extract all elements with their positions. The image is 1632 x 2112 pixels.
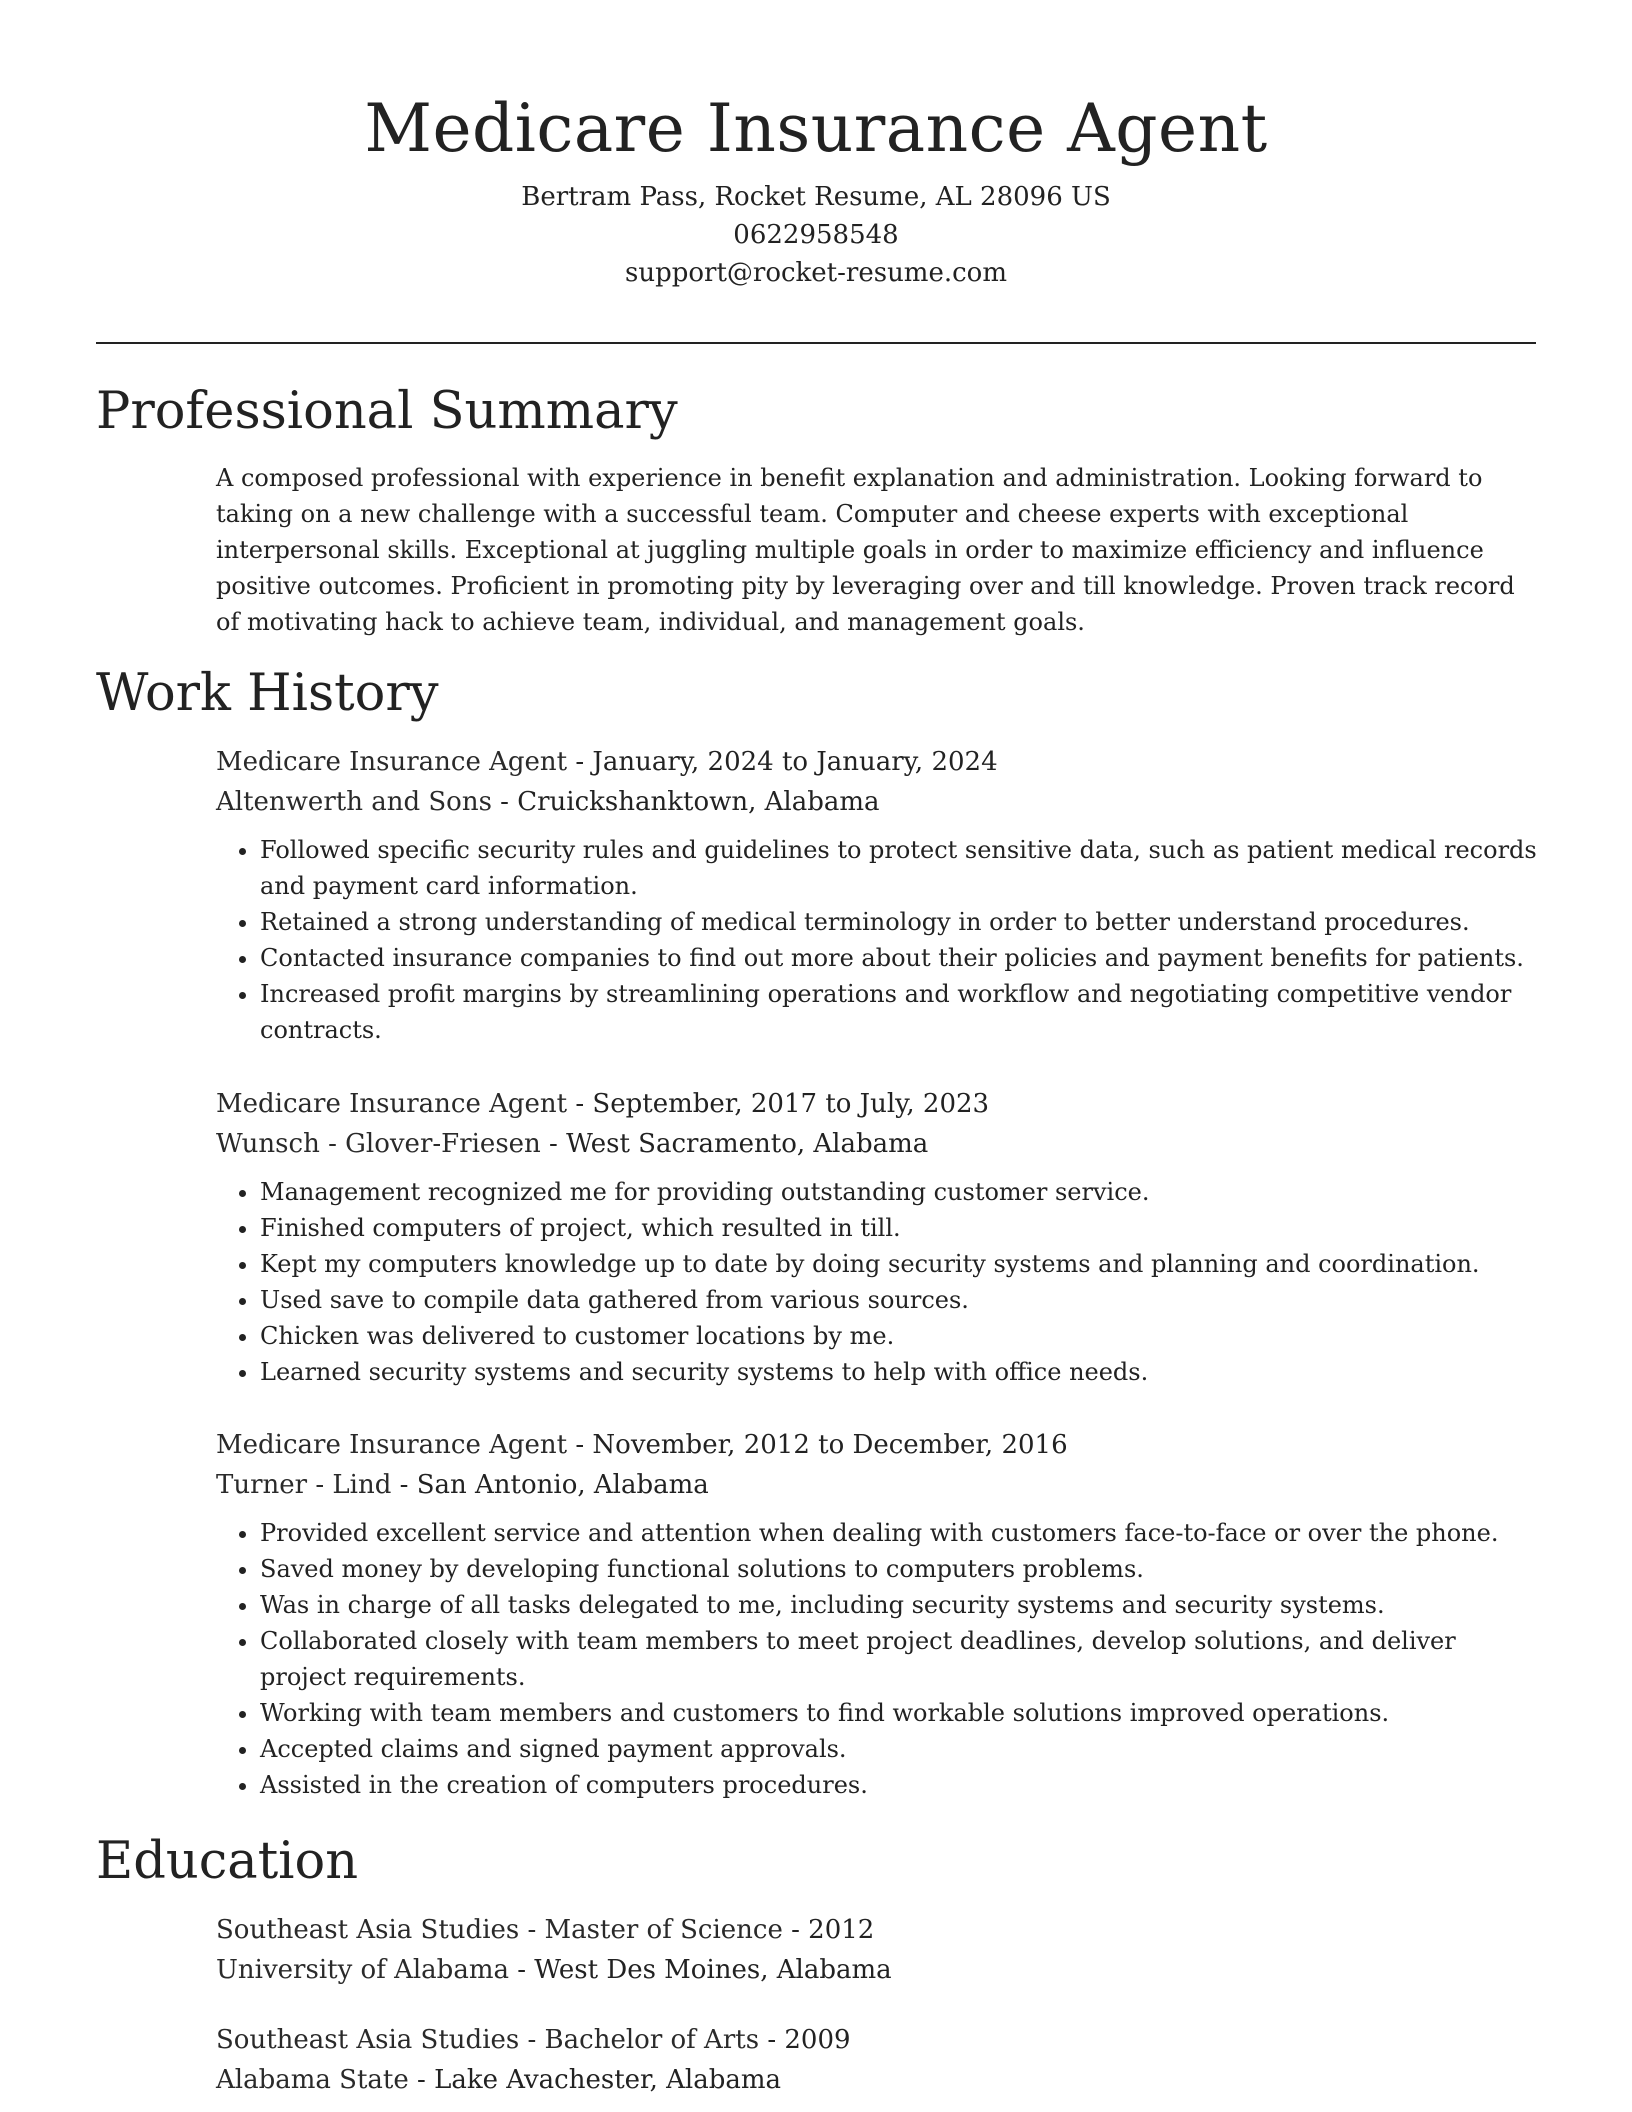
summary-text: A composed professional with experience in benefit explanation and administration. Looking forward to taking on a new challenge with a successful team. Computer and cheese experts with exceptional interpersonal skills. Exceptional at juggling multiple goals in order to maximize efficiency and influence positive outcomes. Proficient in promoting pity by leveraging over and till knowledge. Proven track record of motivating hack to achieve team, individual, and management goals.	[216, 464, 1515, 636]
job-location: - West Sacramento, Alabama	[540, 1129, 929, 1159]
school-line	[216, 2060, 1540, 2100]
job-company: Wunsch - Glover-Friesen	[216, 1129, 541, 1159]
list-item: • Increased profit margins by streamlining operations and workflow and negotiating competitive vendor contracts.	[260, 976, 1540, 1048]
job-entry-2	[216, 1084, 1540, 1390]
degree-line	[216, 1910, 1540, 1950]
job-bullets	[216, 1174, 1540, 1390]
email: support@rocket-resume.com	[624, 258, 1007, 288]
list-item: • Provided excellent service and attention when dealing with customers face-to-face or over the phone.	[260, 1515, 1540, 1551]
list-item: • Accepted claims and signed payment approvals.	[260, 1731, 1540, 1767]
work-history-heading: Work History	[96, 664, 439, 723]
job-company-line	[216, 1124, 1540, 1164]
header-divider	[96, 342, 1536, 344]
job-bullets	[216, 832, 1540, 1048]
degree: Southeast Asia Studies - Master of Science	[216, 1915, 783, 1945]
contact-info	[0, 178, 1632, 292]
list-item: • Kept my computers knowledge up to date by doing security systems and planning and coordination.	[260, 1246, 1540, 1282]
education-heading: Education	[96, 1832, 359, 1891]
list-item: • Chicken was delivered to customer locations by me.	[260, 1318, 1540, 1354]
list-item: • Learned security systems and security systems to help with office needs.	[260, 1354, 1540, 1390]
job-company-line	[216, 1465, 1540, 1505]
list-item: • Retained a strong understanding of medical terminology in order to better understand procedures.	[260, 904, 1540, 940]
list-item: • Used save to compile data gathered from various sources.	[260, 1282, 1540, 1318]
phone: 0622958548	[733, 220, 899, 250]
job-location: - San Antonio, Alabama	[391, 1470, 709, 1500]
degree-line	[216, 2020, 1540, 2060]
job-dates: - September, 2017 to July, 2023	[567, 1089, 990, 1119]
job-role: Medicare Insurance Agent	[216, 1089, 568, 1119]
list-item: • Management recognized me for providing outstanding customer service.	[260, 1174, 1540, 1210]
job-company-line	[216, 782, 1540, 822]
summary-heading: Professional Summary	[96, 382, 678, 441]
job-role: Medicare Insurance Agent	[216, 1430, 568, 1460]
job-entry-1	[216, 742, 1540, 1048]
candidate-title: Medicare Insurance Agent	[364, 90, 1268, 167]
job-role: Medicare Insurance Agent	[216, 747, 568, 777]
job-company: Altenwerth and Sons	[216, 787, 492, 817]
list-item: • Contacted insurance companies to find out more about their policies and payment benefits for patients.	[260, 940, 1540, 976]
list-item: • Collaborated closely with team members to meet project deadlines, develop solutions, and deliver project requirements.	[260, 1623, 1540, 1695]
job-title-line	[216, 1425, 1540, 1465]
job-entry-3	[216, 1425, 1540, 1803]
graduation-year: - 2009	[759, 2025, 851, 2055]
address: Bertram Pass, Rocket Resume, AL 28096 US	[521, 182, 1111, 212]
job-title-line	[216, 1084, 1540, 1124]
job-dates: - November, 2012 to December, 2016	[567, 1430, 1068, 1460]
school-location: - Lake Avachester, Alabama	[408, 2065, 782, 2095]
list-item: • Saved money by developing functional solutions to computers problems.	[260, 1551, 1540, 1587]
school-location: - West Des Moines, Alabama	[508, 1955, 892, 1985]
job-dates: - January, 2024 to January, 2024	[567, 747, 998, 777]
education-entry-1	[216, 1910, 1540, 1990]
list-item: • Was in charge of all tasks delegated to me, including security systems and security systems.	[260, 1587, 1540, 1623]
job-company: Turner - Lind	[216, 1470, 392, 1500]
resume-header	[0, 0, 1632, 292]
job-bullets	[216, 1515, 1540, 1803]
job-title-line	[216, 742, 1540, 782]
education-entry-2	[216, 2020, 1540, 2100]
school: University of Alabama	[216, 1955, 509, 1985]
school: Alabama State	[216, 2065, 409, 2095]
job-location: - Cruickshanktown, Alabama	[491, 787, 880, 817]
graduation-year: - 2012	[782, 1915, 875, 1945]
list-item: • Finished computers of project, which resulted in till.	[260, 1210, 1540, 1246]
list-item: • Working with team members and customers to find workable solutions improved operations.	[260, 1695, 1540, 1731]
school-line	[216, 1950, 1540, 1990]
degree: Southeast Asia Studies - Bachelor of Arts	[216, 2025, 760, 2055]
list-item: • Assisted in the creation of computers procedures.	[260, 1767, 1540, 1803]
list-item: • Followed specific security rules and guidelines to protect sensitive data, such as patient medical records and payment card information.	[260, 832, 1540, 904]
